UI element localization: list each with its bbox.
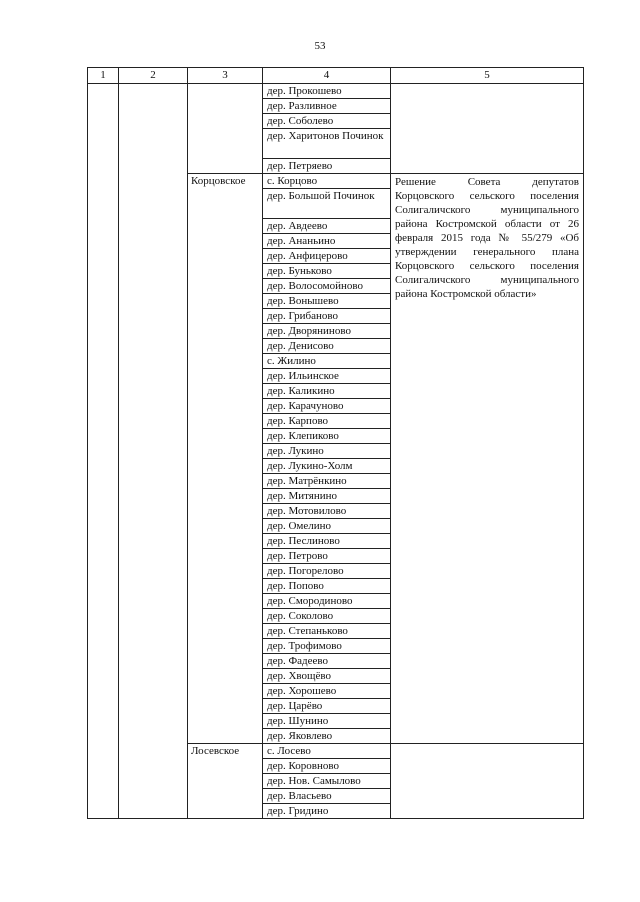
header-col-2: 2: [119, 68, 188, 84]
locality-name: дер. Каликино: [263, 384, 391, 399]
locality-name: дер. Фадеево: [263, 654, 391, 669]
locality-name: дер. Трофимово: [263, 639, 391, 654]
locality-name: дер. Петряево: [263, 159, 391, 174]
decision-text: [391, 744, 584, 819]
locality-name: дер. Петрово: [263, 549, 391, 564]
locality-name: дер. Авдеево: [263, 219, 391, 234]
locality-name: дер. Лукино: [263, 444, 391, 459]
settlement-name: Лосевское: [188, 744, 263, 819]
locality-name: с. Корцово: [263, 174, 391, 189]
table-row: [88, 84, 584, 99]
locality-name: дер. Большой Починок: [263, 189, 391, 219]
locality-name: дер. Ананьино: [263, 234, 391, 249]
locality-name: дер. Яковлево: [263, 729, 391, 744]
locality-name: дер. Клепиково: [263, 429, 391, 444]
table-header-row: [88, 68, 584, 84]
locality-name: дер. Попово: [263, 579, 391, 594]
header-col-4: 4: [263, 68, 391, 84]
header-col-5: 5: [391, 68, 584, 84]
locality-name: дер. Харитонов Починок: [263, 129, 391, 159]
decision-text: [391, 84, 584, 174]
locality-name: дер. Лукино-Холм: [263, 459, 391, 474]
locality-name: дер. Анфицерово: [263, 249, 391, 264]
page-number: 53: [314, 40, 326, 52]
locality-name: дер. Омелино: [263, 519, 391, 534]
locality-name: дер. Хвощёво: [263, 669, 391, 684]
locality-name: дер. Волосомойново: [263, 279, 391, 294]
locality-name: дер. Власьево: [263, 789, 391, 804]
decision-text: Решение Совета депутатов Корцовского сельского поселения Солигаличского муниципального района Костромской области от 26 февраля 2015 года № 55/279 «Об утверждении генерального плана Корцовского сельского поселения Солигаличского муниципального района Костромской области»: [391, 174, 584, 744]
locality-name: с. Лосево: [263, 744, 391, 759]
locality-name: дер. Соболево: [263, 114, 391, 129]
locality-name: дер. Матрёнкино: [263, 474, 391, 489]
header-col-3: 3: [188, 68, 263, 84]
locality-name: дер. Денисово: [263, 339, 391, 354]
locality-name: дер. Митянино: [263, 489, 391, 504]
locality-name: дер. Карпово: [263, 414, 391, 429]
header-col-1: 1: [88, 68, 119, 84]
locality-name: дер. Нов. Самылово: [263, 774, 391, 789]
locality-name: дер. Песлиново: [263, 534, 391, 549]
locality-name: дер. Смородиново: [263, 594, 391, 609]
locality-name: дер. Царёво: [263, 699, 391, 714]
locality-name: дер. Гридино: [263, 804, 391, 819]
locality-name: дер. Вонышево: [263, 294, 391, 309]
locality-name: дер. Ильинское: [263, 369, 391, 384]
settlement-name: [188, 84, 263, 174]
locality-name: дер. Коровново: [263, 759, 391, 774]
locality-name: дер. Соколово: [263, 609, 391, 624]
locality-name: дер. Буньково: [263, 264, 391, 279]
locality-name: дер. Дворяниново: [263, 324, 391, 339]
locality-name: дер. Разливное: [263, 99, 391, 114]
col-1-cell: [88, 84, 119, 819]
locality-name: дер. Карачуново: [263, 399, 391, 414]
locality-name: с. Жилино: [263, 354, 391, 369]
settlements-table: [87, 67, 584, 819]
locality-name: дер. Хорошево: [263, 684, 391, 699]
locality-name: дер. Степаньково: [263, 624, 391, 639]
locality-name: дер. Прокошево: [263, 84, 391, 99]
locality-name: дер. Мотовилово: [263, 504, 391, 519]
col-2-cell: [119, 84, 188, 819]
settlement-name: Корцовское: [188, 174, 263, 744]
locality-name: дер. Шунино: [263, 714, 391, 729]
locality-name: дер. Погорелово: [263, 564, 391, 579]
locality-name: дер. Грибаново: [263, 309, 391, 324]
